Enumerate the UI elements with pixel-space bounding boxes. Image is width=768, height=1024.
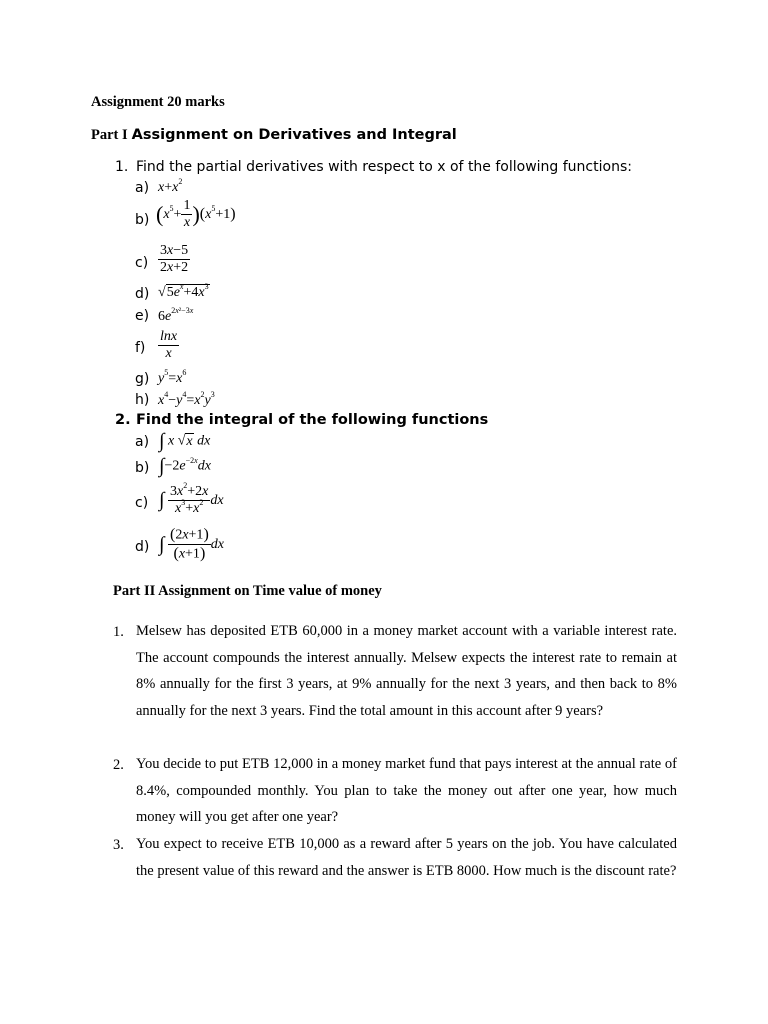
derivative-expression-c: $\frac{3x-5}{2x+2}$ bbox=[160, 243, 189, 276]
tvm-question-1-text: Melsew has deposited ETB 60,000 in a money market account with a variable interest rate. The account compounds the interest annually. Melsew expects the interest rate to remain at 8% annually for the first 3 years, at 9% annually for the next 3 years, and then back to 8% annually for the next 3 years. Find the total amount in this account after 9 years? bbox=[136, 623, 677, 719]
derivative-label-c: c) bbox=[135, 255, 149, 271]
integral-expression-b: $\int-2e^{-2x}dx$ bbox=[159, 455, 211, 477]
part2-heading: Part II Assignment on Time value of money bbox=[113, 583, 382, 599]
derivative-label-e: e) bbox=[135, 308, 150, 324]
integrals-prompt: Find the integral of the following functions bbox=[136, 412, 489, 428]
derivative-label-g: g) bbox=[135, 371, 150, 387]
derivative-expression-d: $√5e^x+4x^3$ bbox=[158, 282, 209, 300]
derivative-expression-e: $6e^{2x^2-3x}$ bbox=[158, 306, 194, 324]
derivative-label-f: f) bbox=[135, 340, 146, 356]
integrals-number: 2. bbox=[115, 412, 131, 428]
part1-prefix: Part I bbox=[91, 127, 128, 143]
derivative-label-h: h) bbox=[135, 392, 150, 408]
tvm-question-1-number: 1. bbox=[113, 624, 124, 640]
derivatives-number: 1. bbox=[115, 159, 129, 175]
integral-label-a: a) bbox=[135, 434, 150, 450]
tvm-question-2-number: 2. bbox=[113, 757, 124, 773]
derivative-expression-f: $\frac{\ln x}{x}$ bbox=[160, 329, 178, 362]
integral-label-b: b) bbox=[135, 460, 150, 476]
assignment-title: Assignment 20 marks bbox=[91, 94, 225, 110]
derivative-expression-b: ($x^5+$ $\frac{1}{x}$ )$(x^5+1)$ bbox=[156, 198, 236, 231]
tvm-question-3-number: 3. bbox=[113, 837, 124, 853]
derivative-label-b: b) bbox=[135, 212, 150, 228]
derivative-expression-h: $x^4-y^4=x^2y^3$ bbox=[158, 390, 215, 408]
derivative-label-a: a) bbox=[135, 180, 150, 196]
derivative-expression-g: $y^5=x^6$ bbox=[158, 368, 187, 386]
integral-expression-c: ∫ $\frac{3x^2+2x}{x^3+x^2}$ dx bbox=[159, 481, 224, 517]
derivative-label-d: d) bbox=[135, 286, 150, 302]
derivative-expression-a: $x+x^2$ bbox=[158, 177, 183, 195]
part1-title: Assignment on Derivatives and Integral bbox=[131, 127, 457, 143]
tvm-question-2-text: You decide to put ETB 12,000 in a money market fund that pays interest at the annual rate of 8.4%, compounded monthly. You plan to take the money out after one year, how much money will you get after one year? bbox=[136, 756, 677, 825]
integral-expression-a: ∫ x √x dx bbox=[159, 430, 211, 452]
tvm-question-3-text: You expect to receive ETB 10,000 as a reward after 5 years on the job. You have calculated the present value of this reward and the answer is ETB 8000. How much is the discount rate? bbox=[136, 836, 677, 879]
integral-label-c: c) bbox=[135, 495, 149, 511]
part1-heading bbox=[91, 126, 457, 144]
integral-expression-d: ∫ $\frac{(2x+1)}{(x+1)}$ dx bbox=[159, 526, 224, 563]
derivatives-prompt: Find the partial derivatives with respect to x of the following functions: bbox=[136, 159, 632, 175]
integral-label-d: d) bbox=[135, 539, 150, 555]
